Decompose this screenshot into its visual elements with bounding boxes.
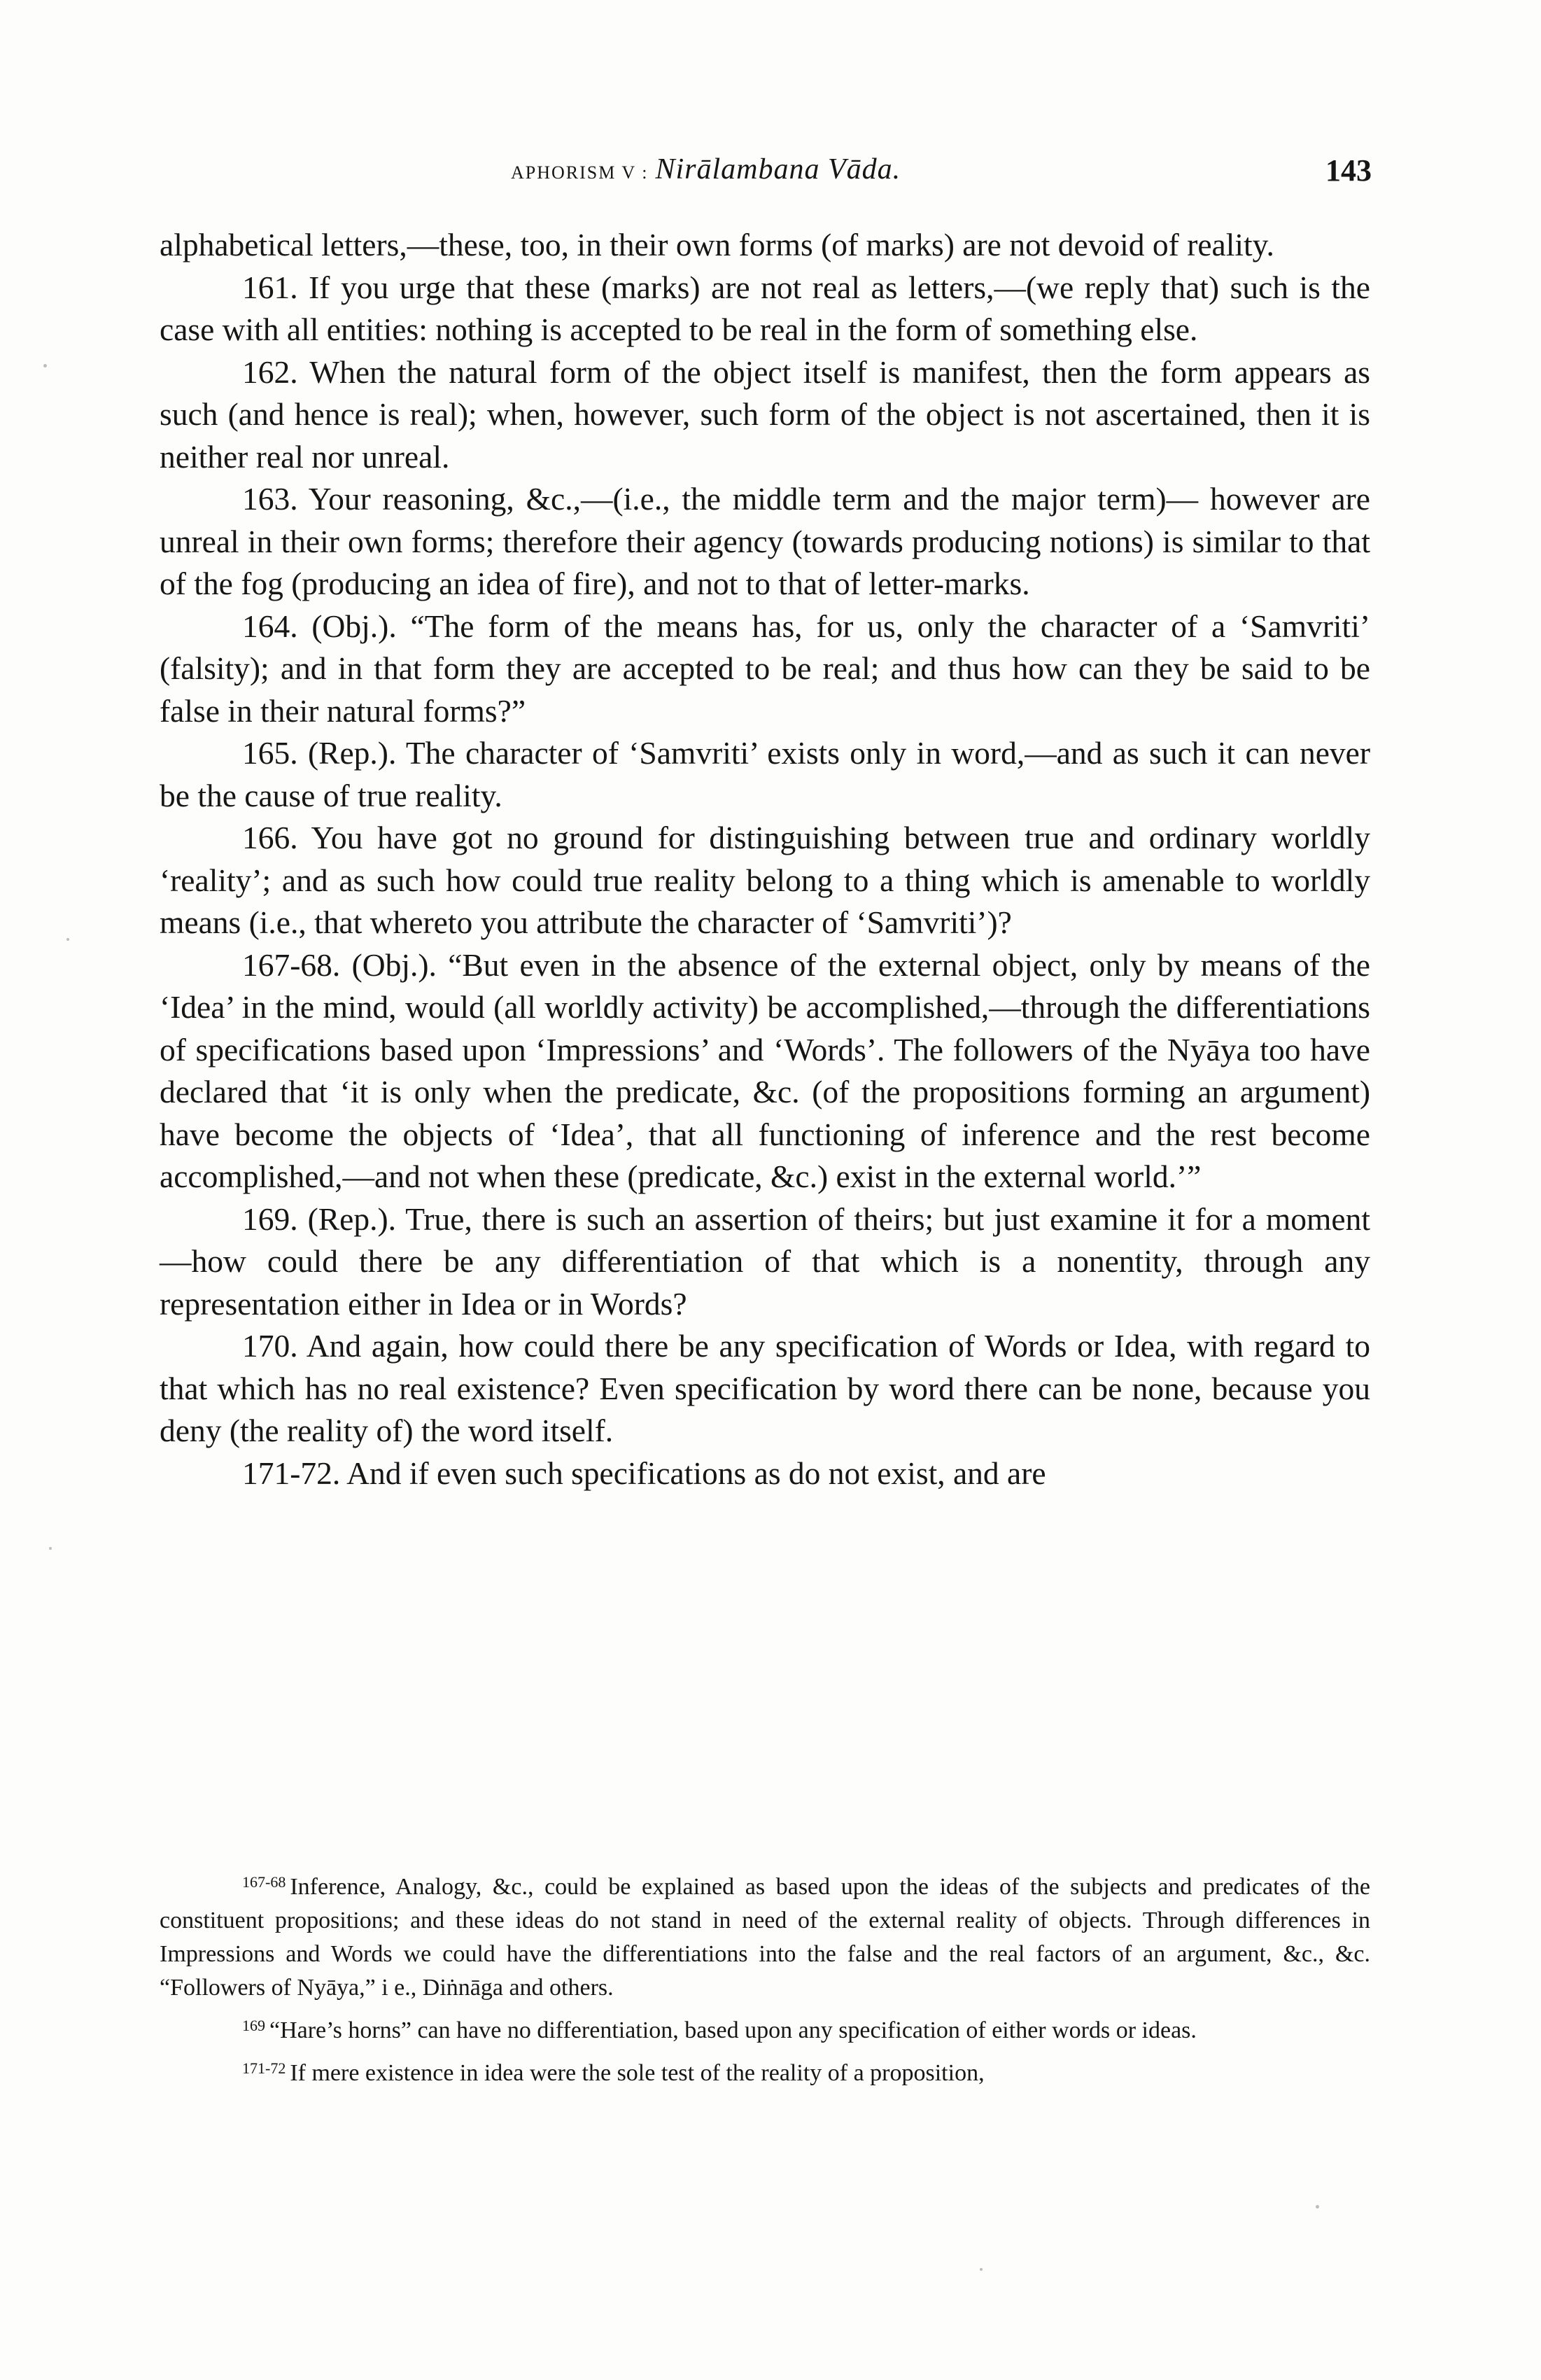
running-head bbox=[511, 153, 901, 186]
paragraph: 171-72. And if even such specifications as do not exist, and are bbox=[242, 1455, 1046, 1491]
paragraph: 170. And again, how could there be any specification of Words or Idea, with regard to that which has no real existence? Even specification by word there can be none, because you deny (the reality of) the word itself. bbox=[160, 1328, 1370, 1448]
footnote bbox=[160, 1865, 1370, 2005]
scan-speck bbox=[66, 938, 69, 941]
chapter-title: Nirālambana Vāda. bbox=[655, 153, 901, 186]
footnote bbox=[160, 2009, 1370, 2047]
scan-speck bbox=[1316, 2205, 1319, 2208]
paragraph: 165. (Rep.). The character of ‘Samvriti’ exists only in word,—and as such it can never be the cause of true reality. bbox=[160, 735, 1370, 813]
footnote-text: “Hare’s horns” can have no differentiation, based upon any specification of either words or ideas. bbox=[269, 2017, 1197, 2043]
scan-speck bbox=[980, 2268, 983, 2271]
footnote bbox=[160, 2052, 1370, 2090]
paragraph: 162. When the natural form of the object itself is manifest, then the form appears as such (and hence is real); when, however, such form of the object is not ascertained, then it is neither real nor unreal. bbox=[160, 354, 1370, 475]
paragraph: 163. Your reasoning, &c.,—(i.e., the middle term and the major term)— however are unreal in their own forms; therefore their agency (towards producing notions) is similar to that of the fog (producing an idea of fire), and not to that of letter-marks. bbox=[160, 481, 1370, 601]
footnote-mark: 169 bbox=[242, 2017, 265, 2034]
footnote-text: If mere existence in idea were the sole test of the reality of a proposition, bbox=[290, 2060, 985, 2086]
page-number: 143 bbox=[1325, 153, 1372, 188]
paragraph: 161. If you urge that these (marks) are not real as letters,—(we reply that) such is the case with all entities: nothing is accepted to be real in the form of something else. bbox=[160, 269, 1370, 347]
footnote-mark: 171-72 bbox=[242, 2059, 286, 2077]
footnote-mark: 167-68 bbox=[242, 1873, 286, 1891]
paragraph: 164. (Obj.). “The form of the means has, for us, only the character of a ‘Samvriti’ (falsity); and in that form they are accepted to be real; and thus how can they be said to be false in their natural forms?” bbox=[160, 608, 1370, 729]
body-text bbox=[160, 224, 1370, 1494]
scan-speck bbox=[43, 364, 47, 368]
paragraph: alphabetical letters,—these, too, in their own forms (of marks) are not devoid of reality. bbox=[160, 227, 1274, 262]
paragraph: 167-68. (Obj.). “But even in the absence of the external object, only by means of the ‘Idea’ in the mind, would (all worldly activity) be accomplished,—through the differentiations of specifications based upon ‘Impressions’ and ‘Words’. The followers of the Nyāya too have declared that ‘it is only when the predicate, &c. (of the propositions forming an argument) have become the objects of ‘Idea’, that all functioning of inference and the rest become accomplished,—and not when these (predicate, &c.) exist in the external world.’” bbox=[160, 946, 1370, 1194]
paragraph: 166. You have got no ground for distinguishing between true and ordinary worldly ‘reality’; and as such how could true reality belong to a thing which is amenable to worldly means (i.e., that whereto you attribute the character of ‘Samvriti’)? bbox=[160, 820, 1370, 940]
paragraph: 169. (Rep.). True, there is such an assertion of theirs; but just examine it for a moment—how could there be any differentiation of that which is a nonentity, through any representation either in Idea or in Words? bbox=[160, 1200, 1370, 1322]
scan-speck bbox=[49, 1547, 52, 1550]
aphorism-label: APHORISM V : bbox=[511, 162, 649, 183]
footnotes bbox=[160, 1865, 1370, 2094]
footnote-text: Inference, Analogy, &c., could be explained as based upon the ideas of the subjects and predicates of the constituent propositions; and these ideas do not stand in need of the external reality of objects. Through differences in Impressions and Words we could have the differentiations into the false and the real factors of an argument, &c., &c. “Followers of Nyāya,” i e., Diṅnāga and others. bbox=[160, 1874, 1370, 2001]
page-header bbox=[161, 153, 1372, 195]
